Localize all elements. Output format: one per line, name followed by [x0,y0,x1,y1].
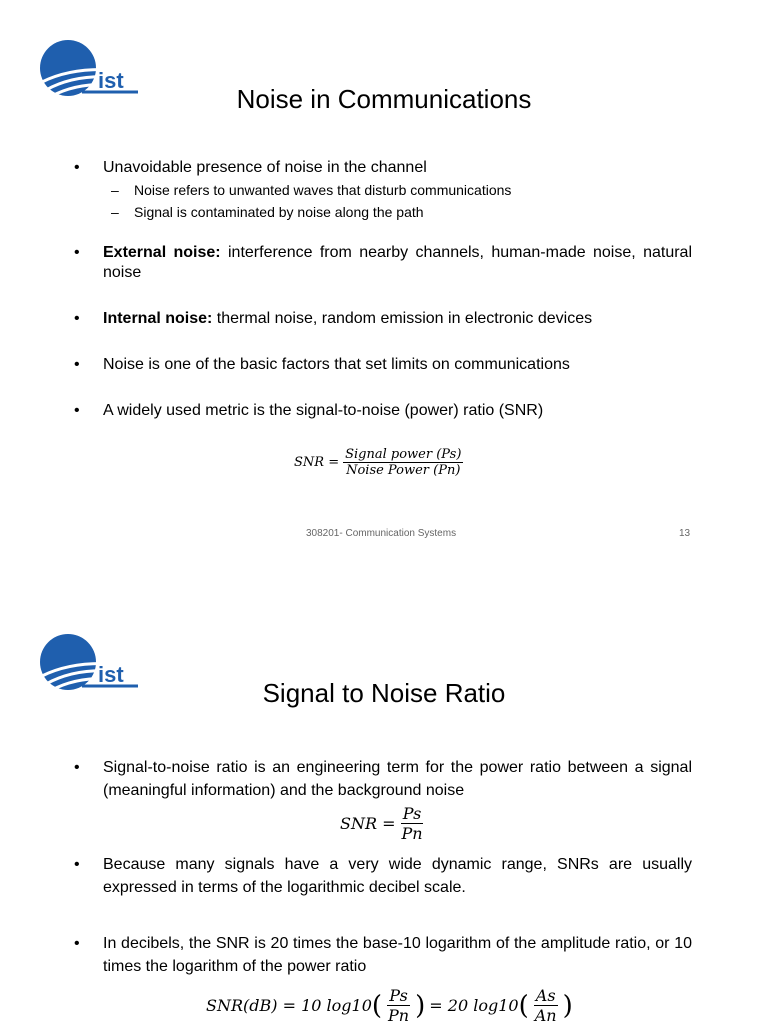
fraction [400,804,425,843]
snr-ratio-formula [340,804,429,843]
list-item [74,355,692,375]
fraction-denominator: Pn [388,1006,410,1025]
fraction-denominator: An [534,1006,557,1025]
fraction [533,986,559,1025]
footer-page-number: 13 [679,528,691,539]
fraction-numerator: Signal power (Ps) [345,447,462,462]
bullet-dot: • [74,244,80,261]
bullet-list [74,853,692,899]
list-item [74,756,692,802]
close-paren: ) [562,990,573,1021]
list-item [74,158,692,223]
bullet-dot: • [74,856,80,873]
snr-db-formula [206,986,573,1025]
fraction-numerator: As [535,986,556,1005]
bullet-bold-label: External noise: [103,244,221,261]
list-item [74,243,692,283]
logo-text: ist [98,662,124,687]
bullet-dot: • [74,935,80,952]
snr-formula [294,447,467,478]
slide-signal-to-noise-ratio [0,592,768,1024]
list-item [74,309,692,329]
page-title: Noise in Communications [236,84,532,114]
fraction-denominator: Noise Power (Pn) [346,463,461,478]
list-item [74,853,692,899]
bullet-list [74,932,692,978]
bullet-dot: • [74,310,80,327]
list-item [74,401,692,421]
formula-lhs: SNR = [294,455,340,470]
sub-bullet-text: Noise refers to unwanted waves that disturb communications [134,182,512,198]
sub-bullet-text: Signal is contaminated by noise along the path [134,204,424,220]
bullet-dot: • [74,159,80,176]
bullet-dot: • [74,402,80,419]
bullet-text: In decibels, the SNR is 20 times the base-10 logarithm of the amplitude ratio, or 10 times the logarithm of the power ratio [103,935,692,975]
sub-bullet-dash: – [111,182,119,198]
bullet-text: Unavoidable presence of noise in the channel [103,159,427,176]
fraction [343,447,463,478]
formula-lhs: SNR(dB) = 10 log10 [206,996,372,1015]
fraction-numerator: Ps [389,986,408,1005]
bullet-text: Signal-to-noise ratio is an engineering term for the power ratio between a signal (meaningful information) and the background noise [103,759,692,799]
footer-course: 308201- Communication Systems [306,528,457,539]
open-paren: ( [518,990,529,1021]
bullet-bold-label: Internal noise: [103,310,213,327]
sub-list-item [111,201,692,223]
bullet-text: Noise is one of the basic factors that set limits on communications [103,356,570,373]
bullet-list [74,158,692,421]
sub-bullet-dash: – [111,204,119,220]
formula-mid: = 20 log10 [429,996,519,1015]
fraction-denominator: Pn [401,824,423,843]
fraction [386,986,411,1025]
logo-text: ist [98,68,124,93]
page-title: Signal to Noise Ratio [262,678,506,708]
open-paren: ( [371,990,383,1021]
sub-bullet-list [111,179,692,223]
bullet-text: thermal noise, random emission in electronic devices [212,310,593,327]
list-item [74,932,692,978]
fraction-numerator: Ps [402,804,422,823]
bullet-dot: • [74,356,80,373]
sub-list-item [111,179,692,201]
bullet-text: Because many signals have a very wide dynamic range, SNRs are usually expressed in terms of the logarithmic decibel scale. [103,856,692,896]
bullet-dot: • [74,759,80,776]
close-paren: ) [415,990,426,1021]
bullet-text: interference from nearby channels, human-made noise, natural noise [103,244,692,281]
bullet-list [74,756,692,802]
bullet-text: A widely used metric is the signal-to-noise (power) ratio (SNR) [103,402,544,419]
formula-lhs: SNR = [340,814,396,833]
